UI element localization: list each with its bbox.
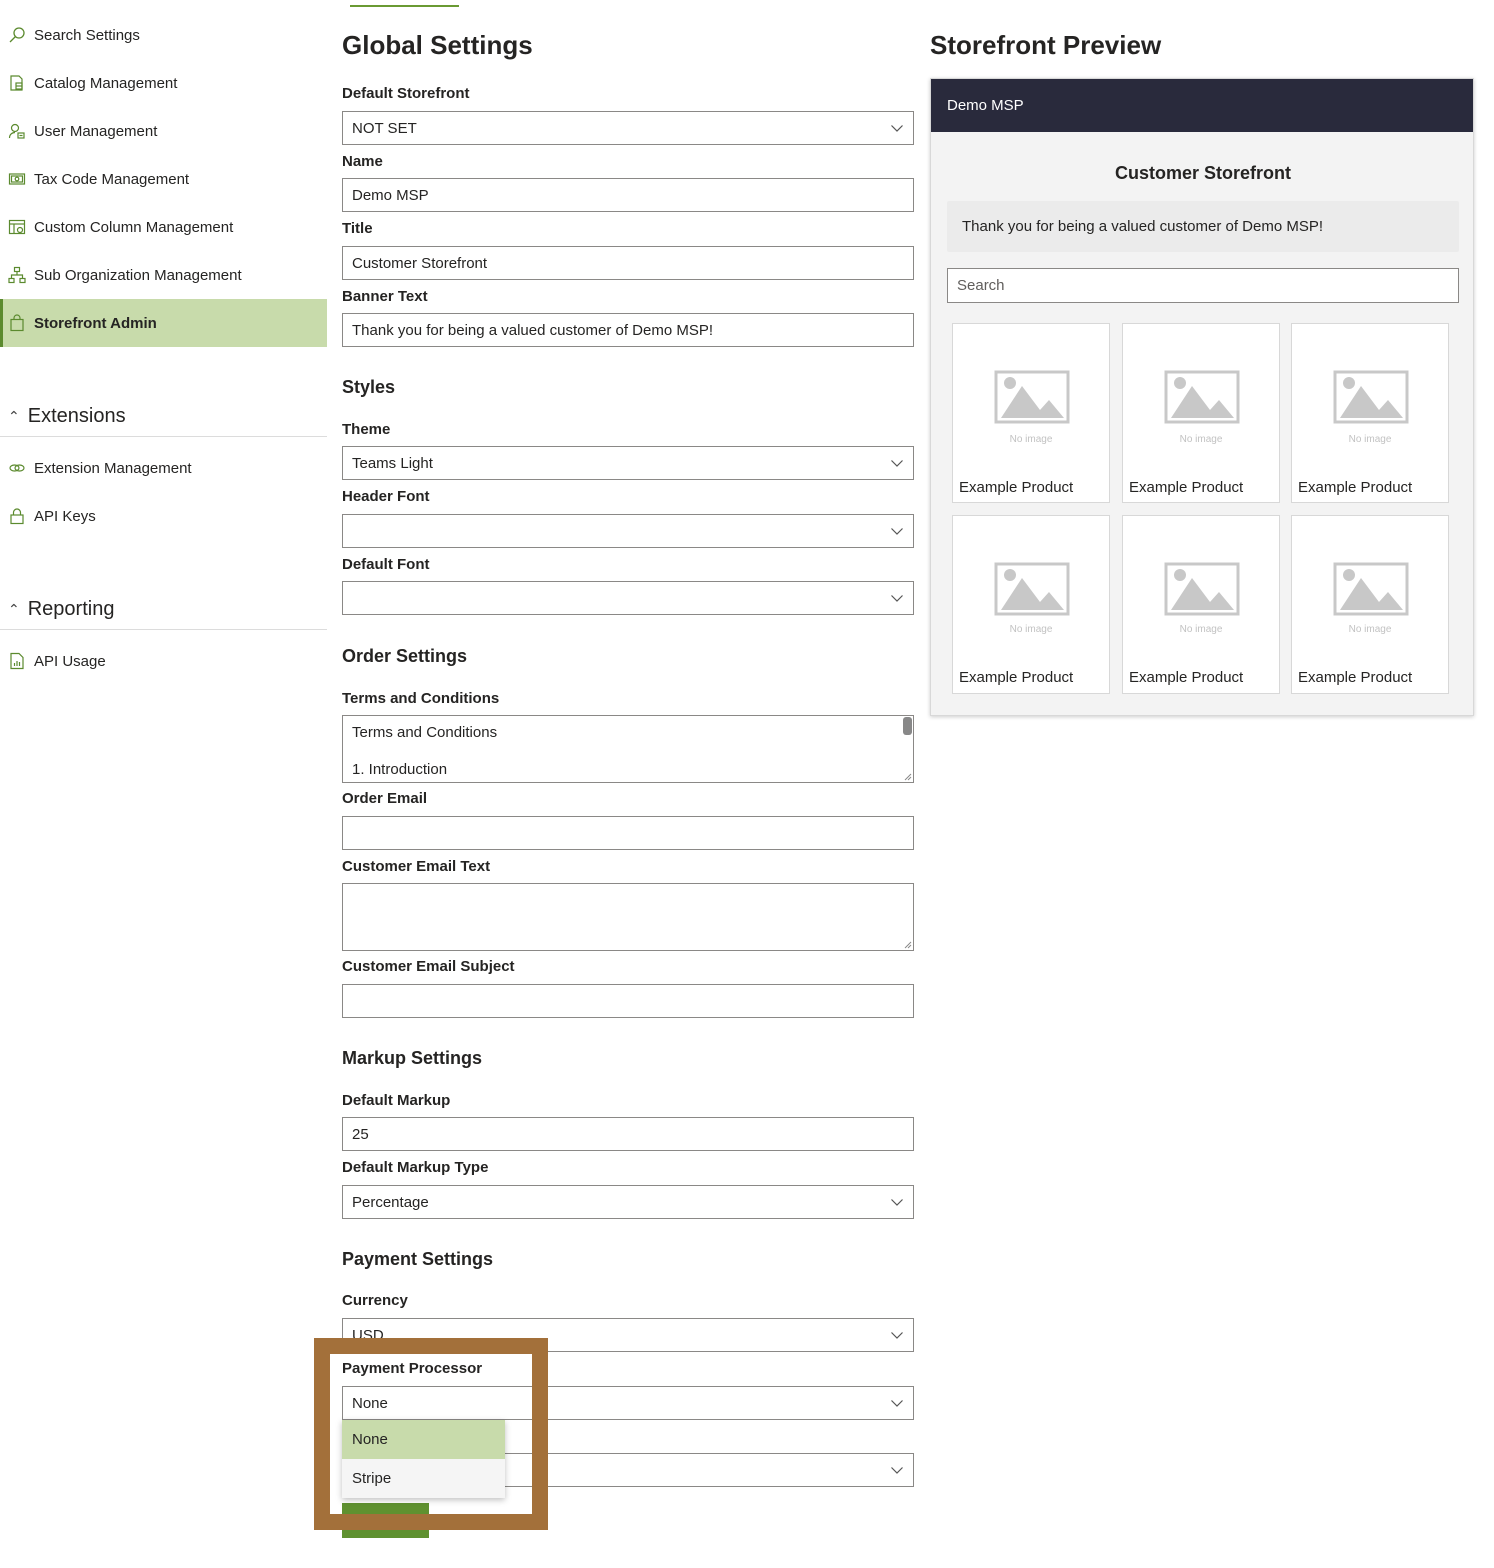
no-image-text: No image <box>1009 624 1053 635</box>
currency-label: Currency <box>342 1292 408 1309</box>
product-card[interactable] <box>952 323 1110 503</box>
active-tab-indicator <box>350 5 459 7</box>
chevron-down-icon <box>890 1195 904 1209</box>
section-toggle-reporting[interactable] <box>0 590 327 630</box>
customer-email-subject-input[interactable] <box>342 984 914 1018</box>
storefront-preview <box>930 78 1474 716</box>
sidebar-item-user-management[interactable] <box>0 107 327 155</box>
dropdown-option-stripe[interactable]: Stripe <box>342 1459 505 1498</box>
resize-grip-icon[interactable] <box>904 773 912 781</box>
selected-value: None <box>352 1394 388 1412</box>
order-email-label: Order Email <box>342 790 428 807</box>
section-label: Extensions <box>27 405 126 427</box>
terms-line: Terms and Conditions <box>352 724 498 741</box>
default-markup-label: Default Markup <box>342 1092 451 1109</box>
default-storefront-label: Default Storefront <box>342 85 470 102</box>
sidebar-item-sub-organization-management[interactable] <box>0 251 327 299</box>
order-settings-heading: Order Settings <box>342 646 468 666</box>
title-input[interactable] <box>342 246 914 280</box>
chevron-down-icon <box>890 591 904 605</box>
search-placeholder: Search <box>957 277 1005 294</box>
product-name: Example Product <box>1298 479 1413 496</box>
table-settings-icon <box>8 218 26 236</box>
section-toggle-extensions[interactable] <box>0 397 327 437</box>
customer-email-text-label: Customer Email Text <box>342 858 491 875</box>
preview-header: Demo MSP <box>931 79 1473 132</box>
product-name: Example Product <box>959 669 1074 686</box>
section-label: Reporting <box>27 598 115 620</box>
payment-processor-dropdown <box>342 1420 505 1498</box>
search-icon <box>8 26 26 44</box>
chevron-down-icon <box>890 1463 904 1477</box>
no-image-text: No image <box>1179 434 1223 445</box>
payment-settings-heading: Payment Settings <box>342 1249 494 1269</box>
sidebar-item-catalog-management[interactable] <box>0 59 327 107</box>
no-image-text: No image <box>1348 624 1392 635</box>
image-placeholder-icon <box>1164 368 1240 428</box>
payment-processor-select[interactable] <box>342 1386 914 1420</box>
order-email-input[interactable] <box>342 816 914 850</box>
sidebar-item-label: API Usage <box>34 652 106 670</box>
sidebar-item-label: Search Settings <box>34 26 140 44</box>
sidebar-item-label: Storefront Admin <box>34 314 157 332</box>
selected-value: USD <box>352 1326 384 1344</box>
storefront-preview-heading: Storefront Preview <box>930 30 1162 60</box>
product-card[interactable] <box>1291 515 1449 694</box>
chevron-up-icon: ⌃ <box>8 408 20 424</box>
input-value: Demo MSP <box>352 186 429 204</box>
selected-value: Teams Light <box>352 454 433 472</box>
chevron-down-icon <box>890 1396 904 1410</box>
payment-processor-label: Payment Processor <box>342 1360 483 1377</box>
no-image-text: No image <box>1009 434 1053 445</box>
sidebar-item-storefront-admin[interactable] <box>0 299 327 347</box>
default-markup-input[interactable] <box>342 1117 914 1151</box>
banner-text-input[interactable] <box>342 313 914 347</box>
product-card[interactable] <box>1122 323 1280 503</box>
customer-email-subject-label: Customer Email Subject <box>342 958 515 975</box>
header-font-select[interactable] <box>342 514 914 548</box>
default-markup-type-label: Default Markup Type <box>342 1159 489 1176</box>
terms-textarea[interactable] <box>342 715 914 783</box>
dropdown-option-none[interactable]: None <box>342 1420 505 1459</box>
shopping-bag-icon <box>8 314 26 332</box>
default-markup-type-select[interactable] <box>342 1185 914 1219</box>
product-card[interactable] <box>1122 515 1280 694</box>
input-value: 25 <box>352 1125 369 1143</box>
sidebar-item-tax-code-management[interactable] <box>0 155 327 203</box>
sidebar-item-label: API Keys <box>34 507 96 525</box>
terms-label: Terms and Conditions <box>342 690 500 707</box>
sidebar-item-search-settings[interactable] <box>0 11 327 59</box>
sidebar <box>0 0 327 1568</box>
users-icon <box>8 122 26 140</box>
image-placeholder-icon <box>1333 368 1409 428</box>
sidebar-item-label: Sub Organization Management <box>34 266 242 284</box>
global-settings-heading: Global Settings <box>342 30 533 60</box>
selected-value: Percentage <box>352 1193 429 1211</box>
styles-heading: Styles <box>342 377 396 397</box>
org-chart-icon <box>8 266 26 284</box>
title-label: Title <box>342 220 373 237</box>
name-input[interactable] <box>342 178 914 212</box>
money-icon <box>8 170 26 188</box>
image-placeholder-icon <box>1164 560 1240 620</box>
image-placeholder-icon <box>1333 560 1409 620</box>
input-value: Customer Storefront <box>352 254 488 272</box>
no-image-text: No image <box>1179 624 1223 635</box>
preview-title: Customer Storefront <box>1114 163 1291 183</box>
banner-text-label: Banner Text <box>342 288 428 305</box>
image-placeholder-icon <box>994 368 1070 428</box>
chevron-up-icon: ⌃ <box>8 601 20 617</box>
sidebar-item-label: Extension Management <box>34 459 192 477</box>
terms-line: 1. Introduction <box>352 761 448 778</box>
resize-grip-icon[interactable] <box>904 941 912 949</box>
sidebar-item-extension-management[interactable] <box>0 444 327 492</box>
sidebar-item-custom-column-management[interactable] <box>0 203 327 251</box>
chevron-down-icon <box>890 121 904 135</box>
markup-settings-heading: Markup Settings <box>342 1048 483 1068</box>
product-name: Example Product <box>1129 479 1244 496</box>
product-card[interactable] <box>952 515 1110 694</box>
default-font-select[interactable] <box>342 581 914 615</box>
customer-email-text-textarea[interactable] <box>342 883 914 951</box>
sidebar-item-api-keys[interactable] <box>0 492 327 540</box>
report-icon <box>8 652 26 670</box>
catalog-icon <box>8 74 26 92</box>
chevron-down-icon <box>890 456 904 470</box>
sidebar-item-label: Custom Column Management <box>34 218 234 236</box>
extension-icon <box>8 459 26 477</box>
chevron-down-icon <box>890 1328 904 1342</box>
sidebar-item-label: Catalog Management <box>34 74 178 92</box>
default-font-label: Default Font <box>342 556 430 573</box>
name-label: Name <box>342 153 383 170</box>
product-name: Example Product <box>1129 669 1244 686</box>
theme-label: Theme <box>342 421 391 438</box>
preview-search-input[interactable] <box>947 268 1459 303</box>
sidebar-item-api-usage[interactable] <box>0 637 327 685</box>
image-placeholder-icon <box>994 560 1070 620</box>
product-name: Example Product <box>1298 669 1413 686</box>
currency-select[interactable] <box>342 1318 914 1352</box>
sidebar-item-label: User Management <box>34 122 158 140</box>
header-font-label: Header Font <box>342 488 430 505</box>
product-name: Example Product <box>959 479 1074 496</box>
save-button[interactable] <box>342 1503 429 1538</box>
selected-value: NOT SET <box>352 119 417 137</box>
product-card[interactable] <box>1291 323 1449 503</box>
default-storefront-select[interactable] <box>342 111 914 145</box>
scrollbar[interactable] <box>902 717 912 781</box>
theme-select[interactable] <box>342 446 914 480</box>
scrollbar-thumb[interactable] <box>903 717 912 735</box>
preview-banner: Thank you for being a valued customer of Demo MSP! <box>947 201 1459 252</box>
lock-icon <box>8 507 26 525</box>
input-value: Thank you for being a valued customer of Demo MSP! <box>352 321 714 339</box>
no-image-text: No image <box>1348 434 1392 445</box>
chevron-down-icon <box>890 524 904 538</box>
sidebar-item-label: Tax Code Management <box>34 170 190 188</box>
